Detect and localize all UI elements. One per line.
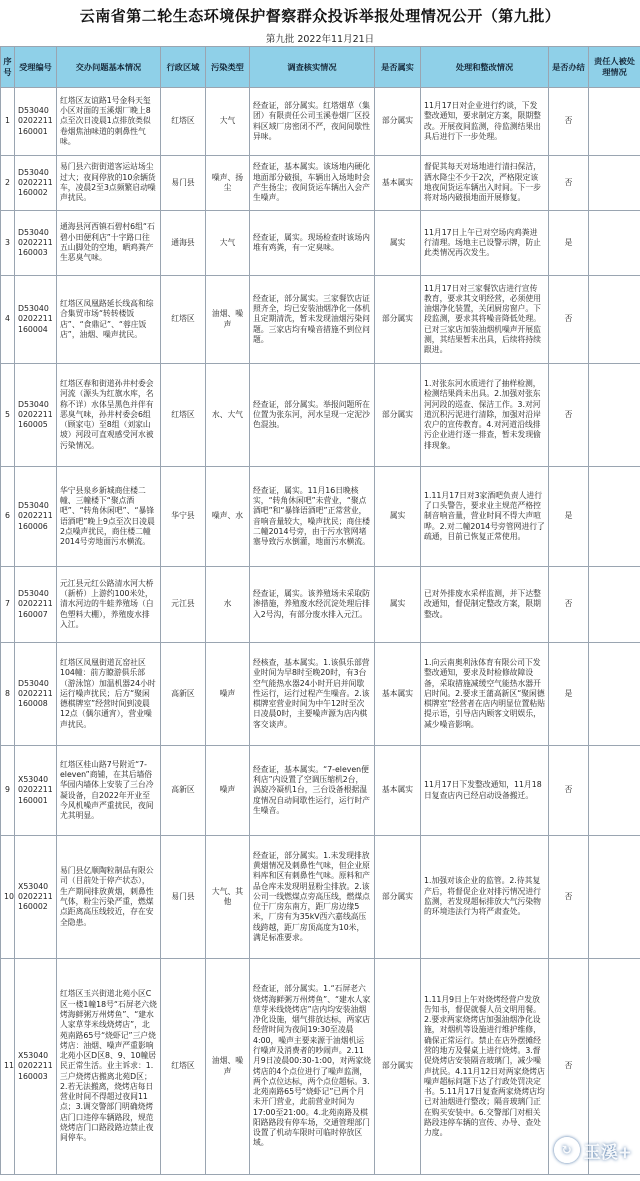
cell-investigation: 经查证，部分属实。1.“石屏老六烧烤海鲜粥万州烤鱼”、“建水人家草芽米线烧烤店”店内均安装油烟净化设施，烟气排放达标，两家店经营时间为夜间19:30至凌晨4:00，噪声主要来源于油烟机运行噪声及消费者的吵闹声。2.11月9日凌晨00:30-1:00，对两家烧烤店的4个点位进行了噪声监测，两个点位达标，两个点位超标。3.北苑南路65号“烧虾记”已两个月未开门营业，此前营业时间为17:00至21:00。4.北苑南路及棋阳路路段有停车场，交通管理部门设置了机动车限时可临时停放区域。 [250, 959, 375, 1175]
cell-problem: 华宁县泉乡新城商住楼二幢、三幢楼下“聚点酒吧”、“转角休闲吧”、“暴锋语酒吧”晚上9点至次日凌晨2点噪声扰民，商住楼二幢2014号旁地面污水横流。 [57, 467, 161, 567]
cell-problem: 易门县六街街道客运站场尘过大；夜间停放的10余辆货车，凌晨2至3点频繁启动噪声扰民。 [57, 156, 161, 211]
cell-region: 易门县 [161, 156, 206, 211]
cell-handling: 1.对张东河水质进行了抽样检测，检测结果尚未出具。2.加强对张东河河段的巡查、保洁工作。3.对河道沉积污泥进行清除，加强对沿岸农户的宣传教育。4.对河道沿线排污企业进行逐一排查，暂未发现偷排现象。 [421, 364, 549, 467]
cell-investigation: 经查证，部分属实。举报问题所在位置为张东河，河水呈现一定泥沙色混浊。 [250, 364, 375, 467]
table-row [1, 746, 640, 836]
cell-problem: 红塔区桂山路7号附近“7-eleven”商铺，在其后墙俗华园内墙体上安装了三台冷凝设备，自2022年开业至今风机噪声严重扰民，夜间尤其明显。 [57, 746, 161, 836]
cell-id: D530400202211160005 [15, 364, 57, 467]
cell-id: D530400202211160008 [15, 643, 57, 746]
cell-region: 红塔区 [161, 88, 206, 156]
cell-pollution-type: 水、大气 [206, 364, 250, 467]
cell-verified: 基本属实 [375, 156, 421, 211]
circle-arrow-icon: ↻ [554, 1137, 580, 1163]
table-row [1, 211, 640, 276]
cell-no: 9 [1, 746, 15, 836]
column-header: 是否办结 [549, 47, 589, 88]
cell-investigation: 经查证，部分属实。1.未发现排放黄烟情况及刺鼻性气味，但企业原料库和区有刺鼻性气味。原料和产品仓库未发现明显粉尘排放。2.该公司一线燃煤点旁高压线，燃煤点位于厂房东南方，距厂房边缘5米，厂房有为35kV西六嘉线高压线跨越，距厂房顶高度为10米，满足标准要求。 [250, 836, 375, 959]
cell-responsible [589, 364, 640, 467]
cell-problem: 通海县河西镇石碧村6组“石碧小田便利店”十字路口往五山脚处的空地，晒鸡粪产生恶臭气味。 [57, 211, 161, 276]
watermark [554, 1137, 632, 1163]
column-header: 行政区域 [161, 47, 206, 88]
cell-verified: 属实 [375, 567, 421, 643]
column-header: 交办问题基本情况 [57, 47, 161, 88]
cell-id: X530400202211160001 [15, 746, 57, 836]
cell-no: 5 [1, 364, 15, 467]
cell-id: D530400202211160007 [15, 567, 57, 643]
cell-no: 2 [1, 156, 15, 211]
cell-pollution-type: 大气 [206, 88, 250, 156]
cell-region: 元江县 [161, 567, 206, 643]
cell-no: 8 [1, 643, 15, 746]
cell-problem: 红塔区友谊路1号金科天玺小区对面的玉溪烟厂晚上8点至次日凌晨1点排放类似卷烟焦油味道的刺鼻性气味。 [57, 88, 161, 156]
cell-closed: 否 [549, 959, 589, 1175]
cell-handling: 督促其每天对场地进行清扫保洁，洒水降尘不少于2次，严格限定该地夜间货运车辆出入时间。下一步将对场内破损地面开展修复。 [421, 156, 549, 211]
table-row [1, 959, 640, 1175]
cell-id: D530400202211160003 [15, 211, 57, 276]
cell-pollution-type: 噪声 [206, 643, 250, 746]
table-row [1, 467, 640, 567]
cell-pollution-type: 油烟、噪声 [206, 276, 250, 364]
cell-responsible [589, 156, 640, 211]
cell-closed: 是 [549, 467, 589, 567]
cell-verified: 属实 [375, 467, 421, 567]
cell-region: 红塔区 [161, 276, 206, 364]
cell-verified: 部分属实 [375, 836, 421, 959]
cell-closed: 否 [549, 276, 589, 364]
cell-id: D530400202211160001 [15, 88, 57, 156]
cell-verified: 部分属实 [375, 88, 421, 156]
cell-investigation: 经查证，基本属实。该场地内硬化地面部分破损，车辆出入场地时会产生扬尘；夜间货运车辆出入会产生噪声。 [250, 156, 375, 211]
column-header: 序号 [1, 47, 15, 88]
cell-problem: 红塔区玉兴街道北苑小区C区一楼1幢18号“石屏老六烧烤海鲜粥万州烤鱼”、“建水人家草芽米线烧烤店”，北苑南路65号“烧虾记”三户烧烤店：油烟、噪声严重影响北苑小区D区8、9、10幢居民正常生活。业主诉求：1.三户烧烤店搬离北苑D区；2.若无法搬离，烧烤店每日营业时间不得超过夜间11点；3.调交警部门明确烧烤店门口违停车辆路段，规范烧烤店门口路段路边禁止夜间停车。 [57, 959, 161, 1175]
cell-pollution-type: 噪声、水 [206, 467, 250, 567]
cell-verified: 部分属实 [375, 959, 421, 1175]
cell-handling: 1.11月9日上午对烧烤经营户发放告知书，督促就餐人员文明用餐。2.要求两家烧烤店加强油烟净化设施，对烟机等设施进行维护维修，确保正常运行。禁止在店外摆摊经营的地方及餐桌上进行烧烤。3.督促烧烤店安装隔音玻璃门，减少噪声扰民。4.11月12日对两家烧烤店噪声超标问题下达了行政处罚决定书。5.11月17日复查两家烧烤店均已对油烟进行整改；隔音玻璃门正在购买安装中。6.交警部门对相关路段违停车辆的宣传、办导、查处力度。 [421, 959, 549, 1175]
cell-region: 红塔区 [161, 959, 206, 1175]
column-header: 污染类型 [206, 47, 250, 88]
cell-id: D530400202211160006 [15, 467, 57, 567]
cell-investigation: 经查证，部分属实。红塔烟草（集团）有限责任公司玉溪卷烟厂区投料区域厂房密闭不严，夜间间歇性异味。 [250, 88, 375, 156]
cell-responsible [589, 276, 640, 364]
cell-pollution-type: 水 [206, 567, 250, 643]
cell-no: 3 [1, 211, 15, 276]
cell-responsible [589, 746, 640, 836]
cell-investigation: 经查证，属实。11月16日晚核实，“转角休闲吧”未营业，“聚点酒吧”和“暴锋语酒吧”正常营业，音响音量较大，噪声扰民；商住楼二幢2014号旁，由于污水管网堵塞导致污水倒灌，地面污水横流。 [250, 467, 375, 567]
cell-responsible [589, 467, 640, 567]
cell-region: 华宁县 [161, 467, 206, 567]
cell-handling: 11月17日下发整改通知，11月18日复查店内已经启动设备搬迁。 [421, 746, 549, 836]
table-row [1, 836, 640, 959]
column-header: 处理和整改情况 [421, 47, 549, 88]
page-title: 云南省第二轮生态环境保护督察群众投诉举报处理情况公开（第九批） [79, 7, 561, 25]
cell-handling: 1.加强对该企业的监管。2.待其复产后，将督促企业对排污情况进行监测，若发现超标排放大气污染物的环境违法行为将严肃查处。 [421, 836, 549, 959]
complaint-table [0, 46, 640, 1175]
cell-investigation: 经查证，属实。该养殖场未采取防渗措施，养殖废水经沉淀处理后排入2号沟，有部分废水排入元江。 [250, 567, 375, 643]
cell-no: 11 [1, 959, 15, 1175]
watermark-text: 玉溪+ [583, 1142, 632, 1163]
column-header: 是否属实 [375, 47, 421, 88]
cell-no: 7 [1, 567, 15, 643]
cell-pollution-type: 油烟、噪声 [206, 959, 250, 1175]
cell-closed: 否 [549, 88, 589, 156]
cell-closed: 是 [549, 643, 589, 746]
cell-pollution-type: 大气、其他 [206, 836, 250, 959]
cell-verified: 部分属实 [375, 276, 421, 364]
cell-handling: 1.向云南奥利泳体育有限公司下发整改通知，要求及时检修故障设备，采取措施减缓空气能热水器开启时间。2.要求王蒲高新区“聚闲德棋牌室”经营者在店内明显位置粘贴提示语，引导店内顾客文明娱乐，减少噪音影响。 [421, 643, 549, 746]
cell-pollution-type: 大气 [206, 211, 250, 276]
cell-id: X530400202211160002 [15, 836, 57, 959]
cell-closed: 否 [549, 836, 589, 959]
cell-investigation: 经查证，属实。现场检查时该场内堆有鸡粪，有一定臭味。 [250, 211, 375, 276]
cell-investigation: 经查证，部分属实。三家餐饮店证照齐全，均已安装油烟净化一体机且定期清洗，暂未发现油烟污染问题。三家店均有噪音措施不到位问题。 [250, 276, 375, 364]
cell-handling: 1.11月17日对3家酒吧负责人进行了口头警告，要求业主规范严格控制音响音量，营业时间不得大声喧哗。2.对二幢2014号旁管网进行了疏通，目前已恢复正常使用。 [421, 467, 549, 567]
cell-pollution-type: 噪声 [206, 746, 250, 836]
cell-responsible [589, 567, 640, 643]
cell-verified: 部分属实 [375, 364, 421, 467]
column-header: 责任人被处理情况 [589, 47, 640, 88]
table-row [1, 156, 640, 211]
cell-no: 10 [1, 836, 15, 959]
cell-no: 4 [1, 276, 15, 364]
cell-handling: 11月17日对企业进行约谈，下发整改通知，要求制定方案，限期整改。开展夜间监测，待监测结果出具后进行下一步处理。 [421, 88, 549, 156]
table-row [1, 364, 640, 467]
column-header: 调查核实情况 [250, 47, 375, 88]
cell-region: 高新区 [161, 746, 206, 836]
cell-id: D530400202211160004 [15, 276, 57, 364]
cell-problem: 易门县亿顺陶粒制品有限公司（目前处于停产状态），生产期间排放黄烟，刺鼻性气体，粉尘污染严重，燃煤点距离高压线较近，存在安全隐患。 [57, 836, 161, 959]
cell-verified: 基本属实 [375, 746, 421, 836]
cell-handling: 11月17日对三家餐饮店进行宣传教育，要求其文明经营，必须使用油烟净化装置，关闭厨房窗户。下段监测，要求其将噪音降低处理。已对三家店加装油烟机噪声开展监测，其结果暂未出具，后续将持续跟进。 [421, 276, 549, 364]
column-header: 受理编号 [15, 47, 57, 88]
cell-region: 通海县 [161, 211, 206, 276]
cell-investigation: 经核查，基本属实。1.该俱乐部营业时间为早8时至晚20时，有3台空气能热水器24小时开启并间歇性运行，运行过程产生噪音。2.该棋牌室营业时间为中午12时至次日凌晨0时，主要噪声源为店内棋客交谈声。 [250, 643, 375, 746]
cell-closed: 是 [549, 211, 589, 276]
cell-responsible [589, 88, 640, 156]
table-row [1, 88, 640, 156]
cell-responsible [589, 643, 640, 746]
cell-id: X530400202211160003 [15, 959, 57, 1175]
cell-verified: 基本属实 [375, 643, 421, 746]
cell-handling: 11月17日上午已对空场内鸡粪进行清理。场地主已设警示牌，防止此类情况再次发生。 [421, 211, 549, 276]
cell-problem: 红塔区凤凰路延长线高和综合集贸市场“转转楼饭店”、“食鼎记”、“蓉庄饭店”，油烟、噪声扰民。 [57, 276, 161, 364]
cell-problem: 红塔区春和街道孙井村委会河流（源头为红旗水库，名称不详）水体呈黑色并伴有恶臭气味，孙井村委会6组（顾家屯）至8组（刘家山坡）河段可直观感受河水被污染情况。 [57, 364, 161, 467]
cell-responsible [589, 836, 640, 959]
cell-problem: 红塔区凤凰街道瓦窑社区104幢：前方瞭游俱乐部（游泳馆）加温机器24小时运行噪声扰民；后方“聚闲德棋牌室”经营时间到凌晨12点（偶尔通宵），营业噪声扰民。 [57, 643, 161, 746]
cell-closed: 否 [549, 567, 589, 643]
cell-closed: 否 [549, 746, 589, 836]
cell-problem: 元江县元红公路清水河大桥（新桥）上游约100米处，清水河边的牛蛙养殖场（白色塑料大棚），养殖废水排入江。 [57, 567, 161, 643]
cell-no: 6 [1, 467, 15, 567]
page-subtitle: 第九批 2022年11月21日 [265, 34, 375, 45]
cell-region: 易门县 [161, 836, 206, 959]
cell-closed: 否 [549, 364, 589, 467]
cell-closed: 否 [549, 156, 589, 211]
cell-id: D530400202211160002 [15, 156, 57, 211]
table-header-row [1, 47, 640, 88]
cell-region: 红塔区 [161, 364, 206, 467]
cell-verified: 属实 [375, 211, 421, 276]
cell-investigation: 经查证，基本属实。“7-eleven便利店”内设置了空调压缩机2台，涡旋冷凝机1台，三台设备根据温度情况自动间歇性运行，运行时产生噪音。 [250, 746, 375, 836]
table-row [1, 567, 640, 643]
table-row [1, 276, 640, 364]
cell-handling: 已对外排废水采样监测，并下达整改通知，督促制定整改方案，限期整改。 [421, 567, 549, 643]
cell-no: 1 [1, 88, 15, 156]
table-row [1, 643, 640, 746]
cell-region: 高新区 [161, 643, 206, 746]
cell-responsible [589, 211, 640, 276]
cell-pollution-type: 噪声、扬尘 [206, 156, 250, 211]
